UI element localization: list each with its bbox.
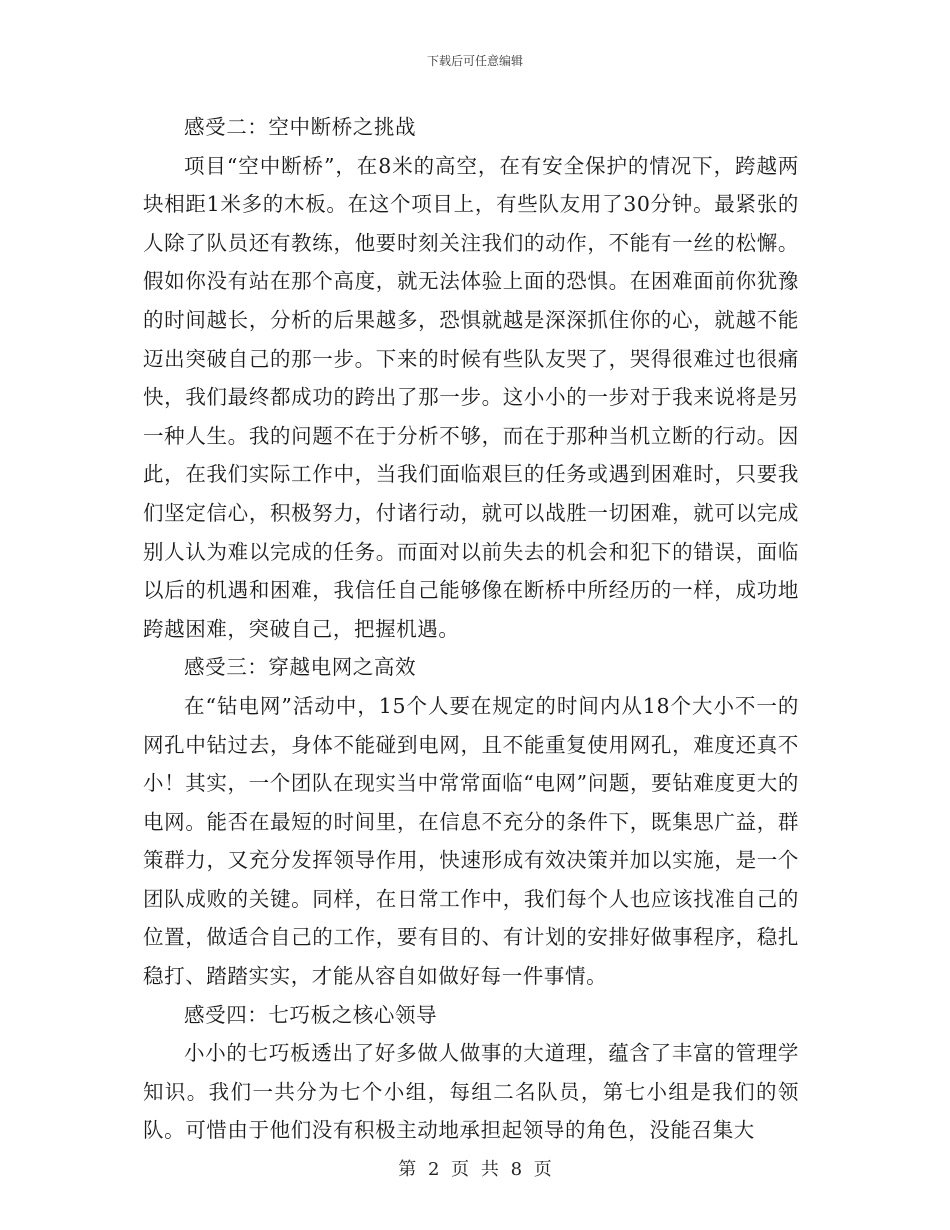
section-heading-4: 感受四：七巧板之核心领导 [184,1002,438,1027]
section-heading-2: 感受二：空中断桥之挑战 [184,115,417,139]
body-paragraph: 小小的七巧板透出了好多做人做事的大道理，蕴含了丰富的管理学知识。我们一共分为七个小组，每组二名队员，第七小组是我们的领队。可惜由于他们没有积极主动地承担起领导的角色，没能召集大 [143,1041,799,1143]
document-body [143,108,799,1150]
body-paragraph: 在“钻电网”活动中，15个人要在规定的时间内从18个大小不一的网孔中钻过去，身体不能碰到电网，且不能重复使用网孔，难度还真不小！其实，一个团队在现实当中常常面临“电网”问题，要钻难度更大的电网。能否在最短的时间里，在信息不充分的条件下，既集思广益，群策群力，又充分发挥领导作用，快速形成有效决策并加以实施，是一个团队成败的关键。同样，在日常工作中，我们每个人也应该找准自己的位置，做适合自己的工作，要有目的、有计划的安排好做事程序，稳扎稳打、踏踏实实，才能从容自如做好每一件事情。 [143,693,799,989]
body-paragraph: 项目“空中断桥”，在8米的高空，在有安全保护的情况下，跨越两块相距1米多的木板。在这个项目上，有些队友用了30分钟。最紧张的人除了队员还有教练，他要时刻关注我们的动作，不能有一丝的松懈。假如你没有站在那个高度，就无法体验上面的恐惧。在困难面前你犹豫的时间越长，分析的后果越多，恐惧就越是深深抓住你的心，就越不能迈出突破自己的那一步。下来的时候有些队友哭了，哭得很难过也很痛快，我们最终都成功的跨出了那一步。这小小的一步对于我来说将是另一种人生。我的问题不在于分析不够，而在于那种当机立断的行动。因此，在我们实际工作中，当我们面临艰巨的任务或遇到困难时，只要我们坚定信心，积极努力，付诸行动，就可以战胜一切困难，就可以完成别人认为难以完成的任务。而面对以前失去的机会和犯下的错误，面临以后的机遇和困难，我信任自己能够像在断桥中所经历的一样，成功地跨越困难，突破自己，把握机遇。 [143,153,799,641]
page-header: 下载后可任意编辑 [426,54,523,68]
page-number-footer: 第 2 页 共 8 页 [398,1159,552,1180]
section-heading-3: 感受三：穿越电网之高效 [184,655,417,680]
